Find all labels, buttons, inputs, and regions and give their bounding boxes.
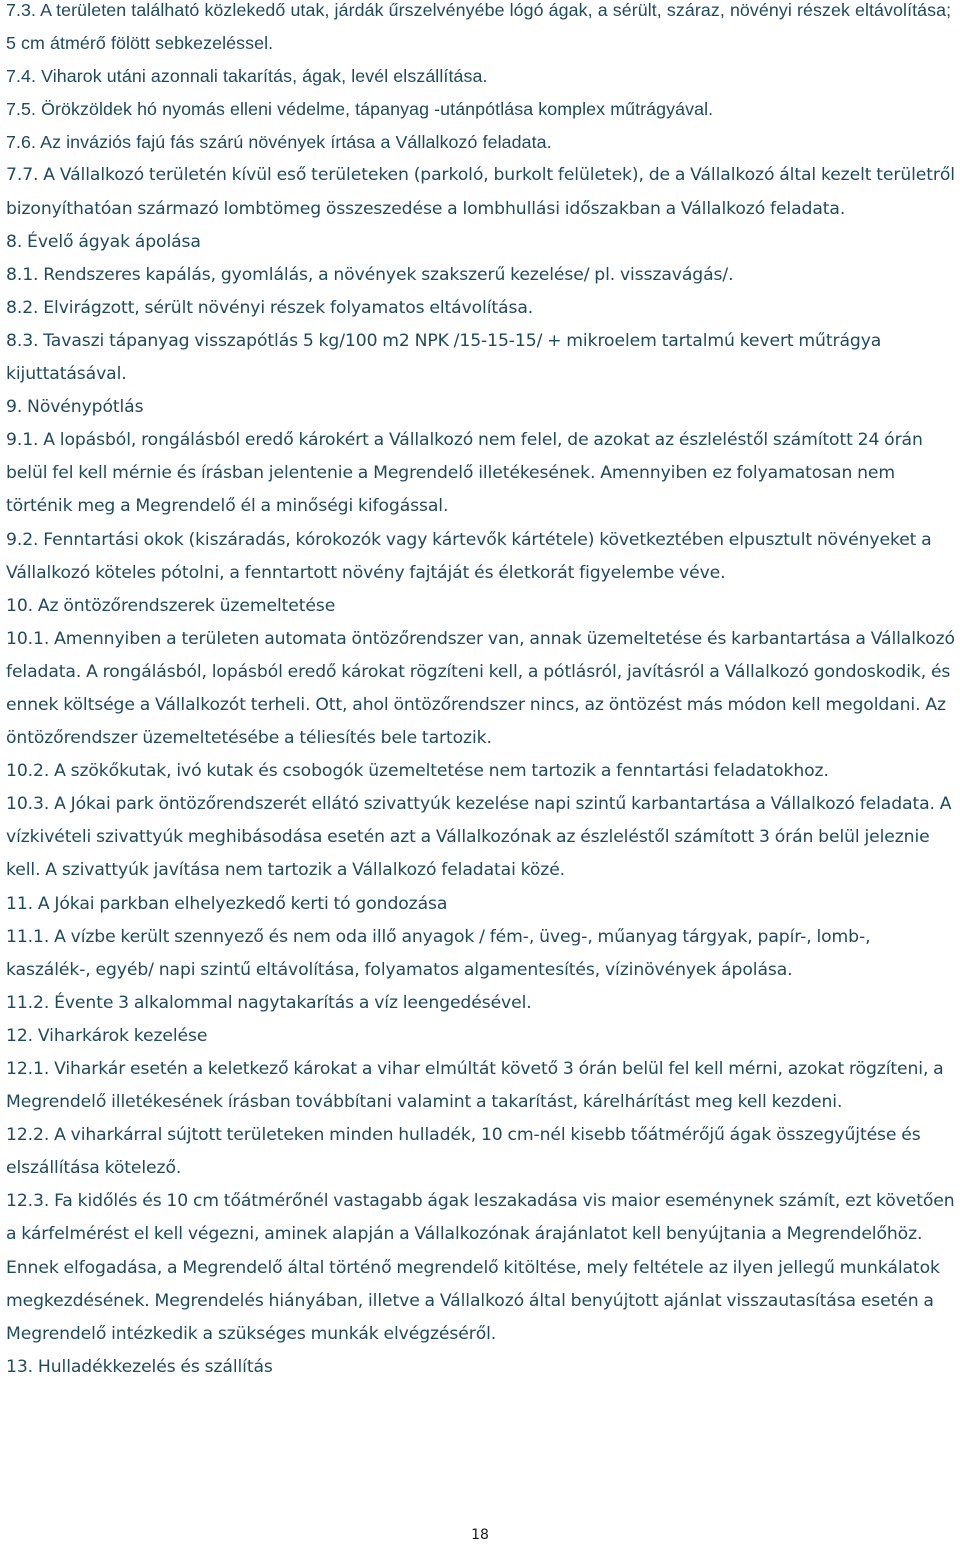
document-body	[6, 0, 958, 1384]
paragraph: 9.2. Fenntartási okok (kiszáradás, kórokozók vagy kártevők kártétele) következtében elpusztult növényeket a Vállalkozó köteles pótolni, a fenntartott növény fajtáját és életkorát figyelembe véve.	[6, 529, 932, 583]
paragraph: 12.2. A viharkárral sújtott területeken minden hulladék, 10 cm-nél kisebb tőátmérőjű ágak összegyűjtése és elszállítása kötelező.	[6, 1125, 921, 1179]
paragraph: 11.2. Évente 3 alkalommal nagytakarítás a víz leengedésével.	[6, 992, 532, 1013]
paragraph: 10.1. Amennyiben a területen automata öntözőrendszer van, annak üzemeltetése és karbantartása a Vállalkozó feladata. A rongálásból, lopásból eredő károkat rögzíteni kell, a pótlásról, javításról a Vállalkozó gondoskodik, és ennek költsége a Vállalkozót terheli. Ott, ahol öntözőrendszer nincs, az öntözést más módon kell megoldani. Az öntözőrendszer üzemeltetésébe a téliesítés bele tartozik.	[6, 628, 955, 749]
paragraph: 12.3. Fa kidőlés és 10 cm tőátmérőnél vastagabb ágak leszakadása vis maior eseménynek számít, ezt követően a kárfelmérést el kell végezni, aminek alapján a Vállalkozónak árajánlatot kell benyújtania a Megrendelőhöz. Ennek elfogadása, a Megrendelő által történő megrendelő kitöltése, mely feltétele az ilyen jellegű munkálatok megkezdésének. Megrendelés hiányában, illetve a Vállalkozó által benyújtott ajánlat visszautasítása esetén a Megrendelő intézkedik a szükséges munkák elvégzéséről.	[6, 1191, 955, 1344]
paragraph: 10.2. A szökőkutak, ivó kutak és csobogók üzemeltetése nem tartozik a fenntartási feladatokhoz.	[6, 761, 829, 782]
paragraph: 13. Hulladékkezelés és szállítás	[6, 1356, 273, 1377]
paragraph: 7.5. Örökzöldek hó nyomás elleni védelme, tápanyag -utánpótlása komplex műtrágyával.	[6, 99, 714, 120]
paragraph: 7.4. Viharok utáni azonnali takarítás, ágak, levél elszállítása.	[6, 66, 488, 87]
paragraph: 11. A Jókai parkban elhelyezkedő kerti tó gondozása	[6, 893, 448, 914]
paragraph: 7.7. A Vállalkozó területén kívül eső területeken (parkoló, burkolt felületek), de a Vállalkozó által kezelt területről bizonyíthatóan származó lombtömeg összeszedése a lombhullási időszakban a Vállalkozó feladata.	[6, 165, 955, 219]
paragraph: 12.1. Viharkár esetén a keletkező károkat a vihar elmúltát követő 3 órán belül fel kell mérni, azokat rögzíteni, a Megrendelő illetékesének írásban továbbítani valamint a takarítást, kárelhárítást meg kell kezdeni.	[6, 1059, 944, 1113]
paragraph: 10.3. A Jókai park öntözőrendszerét ellátó szivattyúk kezelése napi szintű karbantartása a Vállalkozó feladata. A vízkivételi szivattyúk meghibásodása esetén azt a Vállalkozónak az észleléstől számított 3 órán belül jeleznie kell. A szivattyúk javítása nem tartozik a Vállalkozó feladatai közé.	[6, 794, 952, 881]
paragraph: 8.1. Rendszeres kapálás, gyomlálás, a növények szakszerű kezelése/ pl. visszavágás/.	[6, 264, 734, 285]
paragraph: 8.2. Elvirágzott, sérült növényi részek folyamatos eltávolítása.	[6, 297, 534, 318]
paragraph: 12. Viharkárok kezelése	[6, 1025, 208, 1046]
paragraph: 9.1. A lopásból, rongálásból eredő károkért a Vállalkozó nem felel, de azokat az észleléstől számított 24 órán belül fel kell mérnie és írásban jelentenie a Megrendelő illetékesének. Amennyiben ez folyamatosan nem történik meg a Megrendelő él a minőségi kifogással.	[6, 430, 923, 517]
paragraph: 7.6. Az inváziós fajú fás szárú növények írtása a Vállalkozó feladata.	[6, 132, 552, 153]
paragraph: 8. Évelő ágyak ápolása	[6, 231, 201, 252]
page-number: 18	[471, 1527, 489, 1543]
paragraph: 9. Növénypótlás	[6, 397, 144, 418]
paragraph: 10. Az öntözőrendszerek üzemeltetése	[6, 595, 336, 616]
paragraph: 8.3. Tavaszi tápanyag visszapótlás 5 kg/100 m2 NPK /15-15-15/ + mikroelem tartalmú kevert műtrágya kijuttatásával.	[6, 330, 882, 385]
paragraph: 11.1. A vízbe került szennyező és nem oda illő anyagok / fém-, üveg-, műanyag tárgyak, papír-, lomb-, kaszálék-, egyéb/ napi szintű eltávolítása, folyamatos algamentesítés, vízinövények ápolása.	[6, 926, 871, 980]
paragraph: 7.3. A területen található közlekedő utak, járdák űrszelvényébe lógó ágak, a sérült, száraz, növényi részek eltávolítása; 5 cm átmérő fölött sebkezeléssel.	[6, 0, 952, 54]
